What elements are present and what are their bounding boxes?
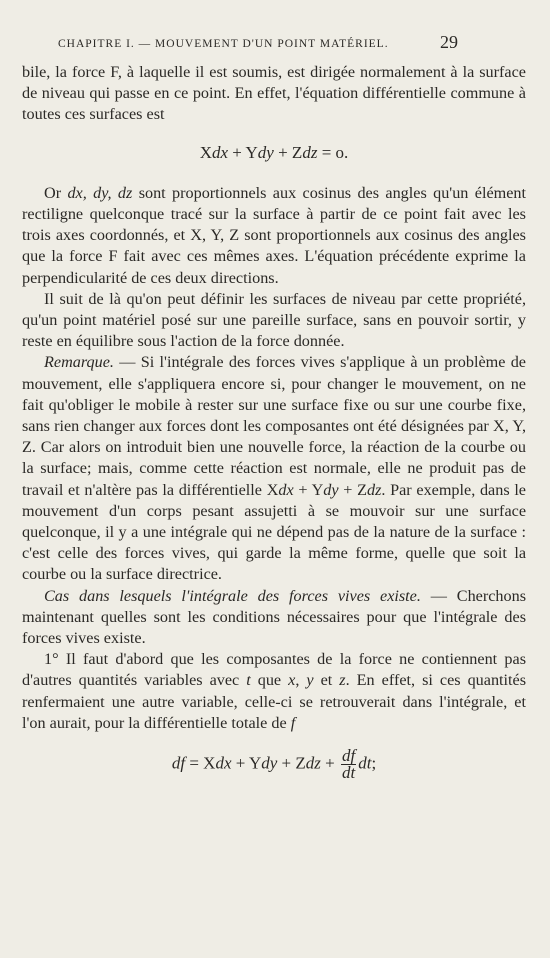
text-run: . Par exemple, dans le mouvement d'un corps pesant assujetti à se mouvoir sur une surface quelconque, il y a une intégrale qui ne dépend pas de la nature de la surface : c'est celle des forces vives, qui garde la même forme, quelle que soit la courbe ou la surface directrice. <box>22 480 526 584</box>
eq-term: = X <box>185 753 216 773</box>
text-run: + Y <box>228 142 258 162</box>
running-header: CHAPITRE I. — MOUVEMENT D'UN POINT MATÉRIEL. <box>58 38 389 50</box>
equation-differentielle-totale <box>22 748 526 781</box>
text-run: + Z <box>338 480 367 499</box>
italic-text: dx, dy, dz <box>67 183 133 202</box>
paragraph <box>22 649 526 734</box>
eq-term: dx <box>215 753 232 773</box>
fraction-df-dt <box>341 748 356 781</box>
text-run: — Cherchons maintenant quelles sont les conditions nécessaires pour que l'intégrale des forces vives existe. <box>22 586 527 648</box>
paragraph <box>22 352 526 585</box>
italic-text: dy <box>257 142 274 162</box>
italic-text: f <box>290 713 296 732</box>
italic-text: y <box>306 671 314 690</box>
eq-term: dy <box>261 753 278 773</box>
italic-text: dx <box>212 142 229 162</box>
italic-text: Cas dans lesquels l'intégrale des forces vives existe. <box>44 586 421 605</box>
italic-text: dx <box>278 480 294 499</box>
text-run: , <box>295 671 307 690</box>
text-run: + Y <box>293 480 324 499</box>
italic-text: dz <box>302 142 318 162</box>
eq-term: + Y <box>231 753 262 773</box>
equation-surface-niveau <box>22 142 526 163</box>
eq-term: dt <box>358 753 372 773</box>
body-text <box>22 62 526 781</box>
text-run: Or <box>44 183 68 202</box>
italic-text: dz <box>366 480 382 499</box>
text-run: + Z <box>273 142 303 162</box>
text-run: sont proportionnels aux cosinus des angles qu'un élément rectiligne quelconque tracé sur la surface à partir de ce point fait avec les trois axes coordonnés, et X, Y, Z sont proportionnels aux cosinus des angles que la force F fait avec ces mêmes axes. L'équation précédente exprime la perpendicularité de ces deux directions. <box>22 183 526 287</box>
paragraph <box>22 183 526 289</box>
eq-term: ; <box>371 753 377 773</box>
eq-term: + Z <box>277 753 306 773</box>
text-run: . En effet, si ces quantités renfermaient une autre variable, celle-ci se retrouverait dans l'intégrale, et l'on aurait, pour la différentielle totale de <box>22 671 527 732</box>
eq-term: dz <box>305 753 321 773</box>
text-run: Il suit de là qu'on peut définir les surfaces de niveau par cette propriété, qu'un point matériel posé sur une pareille surface, sans en pouvoir sortir, y reste en équilibre sous l'action de la force donnée. <box>22 289 526 351</box>
text-run: X <box>266 480 279 499</box>
text-run: et <box>313 671 340 690</box>
fraction-numerator: df <box>341 746 356 766</box>
italic-text: x <box>288 671 296 690</box>
eq-term: + <box>320 753 339 773</box>
text-run: bile, la force F, à laquelle il est soumis, est dirigée normalement à la surface de niveau qui passe en ce point. En effet, l'équation différentielle commune à toutes ces surfaces est <box>22 63 526 124</box>
paragraph <box>22 586 526 650</box>
italic-text: Remarque. <box>44 353 114 372</box>
italic-text: t <box>246 671 251 690</box>
text-run: — Si l'intégrale des forces vives s'applique à un problème de mouvement, elle s'appliquera encore si, pour changer le mouvement, on ne fait qu'obliger le mobile à rester sur une surface fixe ou sur une courbe fixe, sans rien changer aux forces dont les composantes ont été désignées par X, Y, Z. Car alors on introduit bien une nouvelle force, la réaction de la courbe ou la surface; mais, comme cette réaction est normale, elle ne produit pas de travail et n'altère pas la différentielle <box>22 353 526 499</box>
text-run: X <box>199 142 212 162</box>
text-run: 1° Il faut d'abord que les composantes de la force ne contiennent pas d'autres quantités variables avec <box>22 650 526 690</box>
text-run: que <box>250 671 289 690</box>
eq-lhs: df <box>171 753 186 773</box>
page-number: 29 <box>440 32 458 52</box>
text-run: = o. <box>317 142 349 162</box>
italic-text: dy <box>323 480 339 499</box>
italic-text: z <box>339 671 346 690</box>
fraction-denominator: dt <box>341 763 356 783</box>
paragraph <box>22 62 526 126</box>
paragraph <box>22 289 526 353</box>
